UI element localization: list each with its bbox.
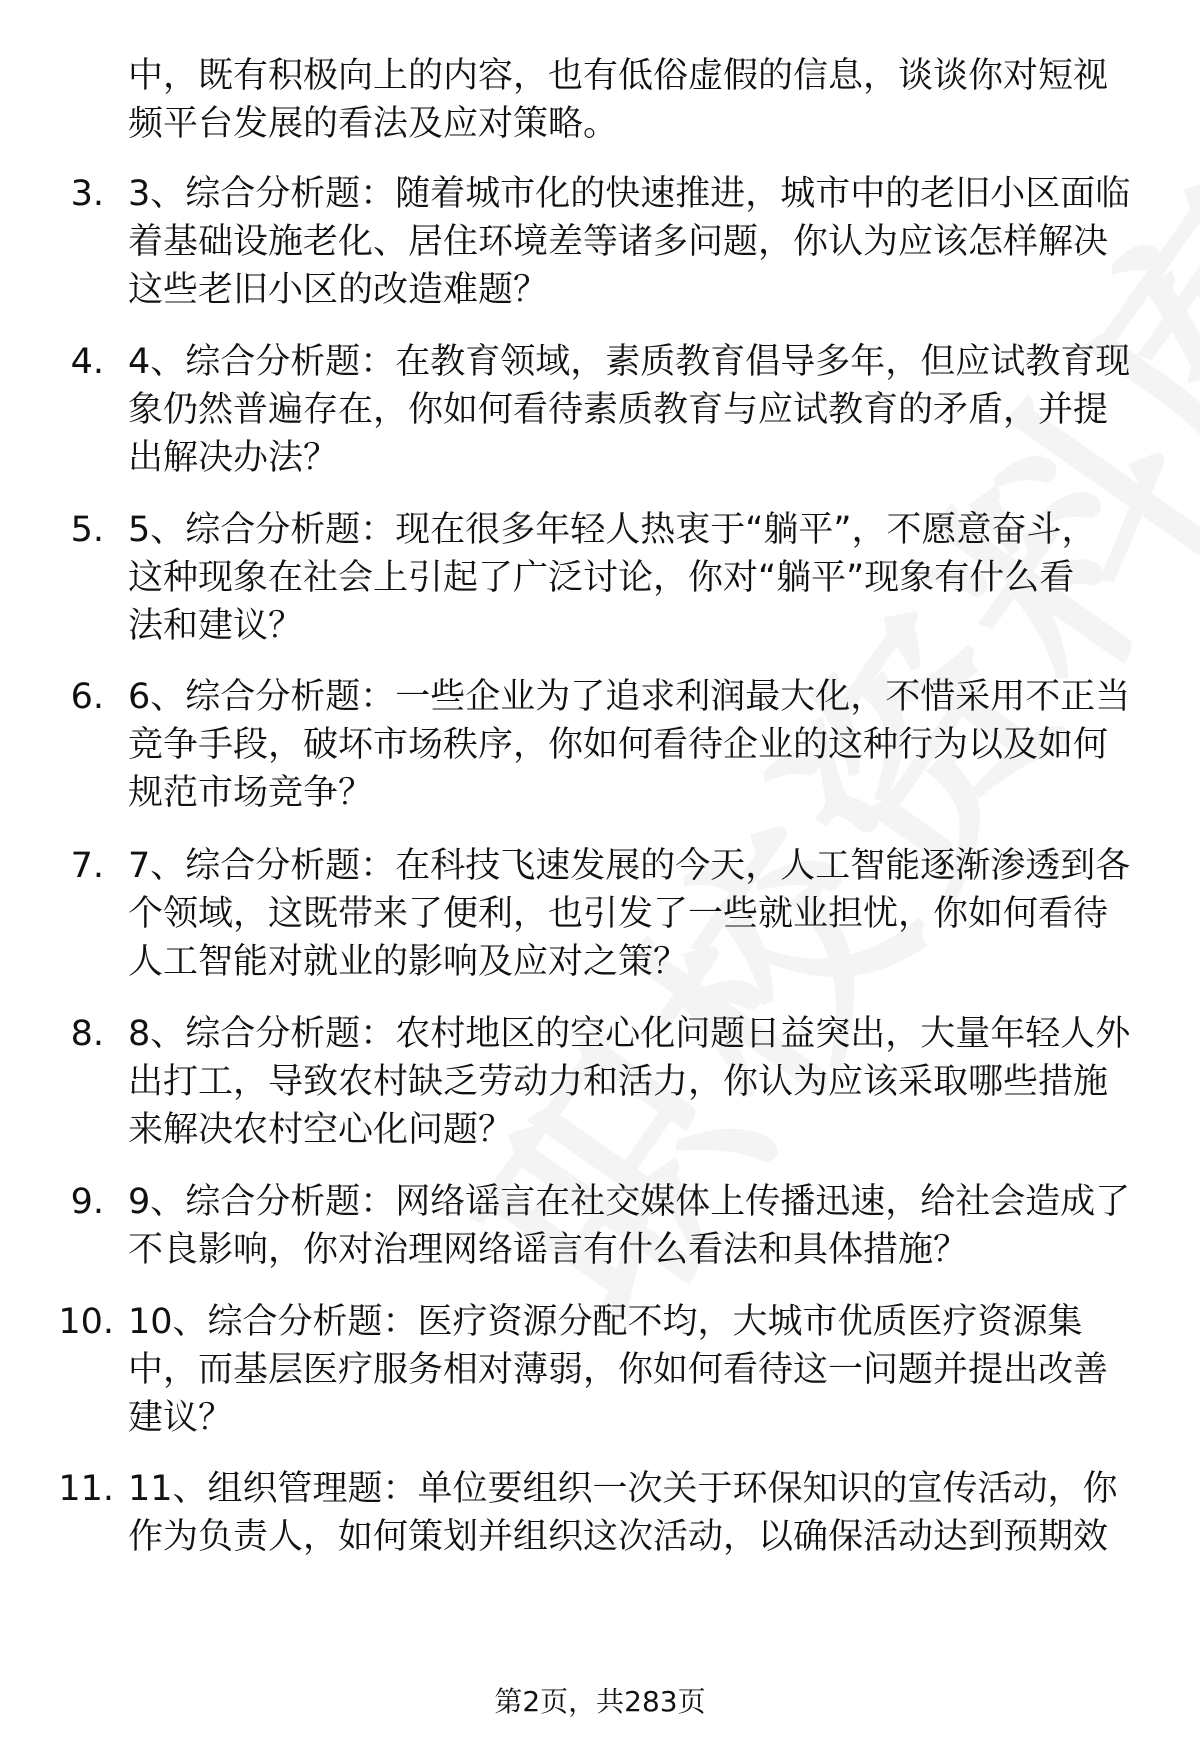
list-item-number: 9.	[70, 1182, 104, 1222]
list-item-line: 10、综合分析题：医疗资源分配不均，大城市优质医疗资源集	[128, 1302, 1083, 1342]
list-item-line: 象仍然普遍存在，你如何看待素质教育与应试教育的矛盾，并提	[128, 390, 1109, 430]
list-item-line: 着基础设施老化、居住环境差等诸多问题，你认为应该怎样解决	[128, 222, 1109, 262]
list-item-line: 9、综合分析题：网络谣言在社交媒体上传播迅速，给社会造成了	[128, 1182, 1131, 1222]
list-item-number: 11.	[58, 1469, 114, 1509]
list-item-line: 6、综合分析题：一些企业为了追求利润最大化，不惜采用不正当	[128, 677, 1131, 717]
intro-line: 频平台发展的看法及应对策略。	[128, 104, 619, 144]
list-item-line: 人工智能对就业的影响及应对之策？	[128, 942, 689, 982]
list-item-line: 规范市场竞争？	[128, 773, 374, 813]
list-item-line: 11、组织管理题：单位要组织一次关于环保知识的宣传活动，你	[128, 1469, 1118, 1509]
page-footer: 第2页，共283页	[494, 1685, 706, 1718]
list-item-number: 4.	[70, 342, 104, 382]
list-item-line: 4、综合分析题：在教育领域，素质教育倡导多年，但应试教育现	[128, 342, 1131, 382]
list-item-line: 中，而基层医疗服务相对薄弱，你如何看待这一问题并提出改善	[128, 1350, 1109, 1390]
list-item-line: 来解决农村空心化问题？	[128, 1110, 514, 1150]
list-item-line: 建议？	[128, 1398, 234, 1438]
list-item-line: 3、综合分析题：随着城市化的快速推进，城市中的老旧小区面临	[128, 174, 1131, 214]
list-item-number: 10.	[58, 1302, 114, 1342]
list-item-line: 法和建议？	[128, 606, 304, 646]
list-item-number: 8.	[70, 1014, 104, 1054]
list-item-line: 不良影响，你对治理网络谣言有什么看法和具体措施？	[128, 1230, 969, 1270]
list-item-number: 6.	[70, 677, 104, 717]
list-item-line: 作为负责人，如何策划并组织这次活动，以确保活动达到预期效	[128, 1517, 1109, 1557]
list-item-line: 7、综合分析题：在科技飞速发展的今天，人工智能逐渐渗透到各	[128, 846, 1131, 886]
list-item-line: 8、综合分析题：农村地区的空心化问题日益突出，大量年轻人外	[128, 1014, 1131, 1054]
list-item-line: 这些老旧小区的改造难题？	[128, 270, 549, 310]
list-item-line: 出解决办法？	[128, 438, 339, 478]
list-item-line: 5、综合分析题：现在很多年轻人热衷于“躺平”，不愿意奋斗，	[128, 510, 1097, 550]
list-item-number: 3.	[70, 174, 104, 214]
list-item-line: 个领域，这既带来了便利，也引发了一些就业担忧，你如何看待	[128, 894, 1109, 934]
list-item-line: 竞争手段，破坏市场秩序，你如何看待企业的这种行为以及如何	[128, 725, 1109, 765]
list-item-number: 5.	[70, 510, 104, 550]
intro-line: 中，既有积极向上的内容，也有低俗虚假的信息，谈谈你对短视	[128, 56, 1109, 96]
list-item-line: 出打工，导致农村缺乏劳动力和活力，你认为应该采取哪些措施	[128, 1062, 1109, 1102]
list-item-number: 7.	[70, 846, 104, 886]
list-item-line: 这种现象在社会上引起了广泛讨论，你对“躺平”现象有什么看	[128, 558, 1075, 598]
